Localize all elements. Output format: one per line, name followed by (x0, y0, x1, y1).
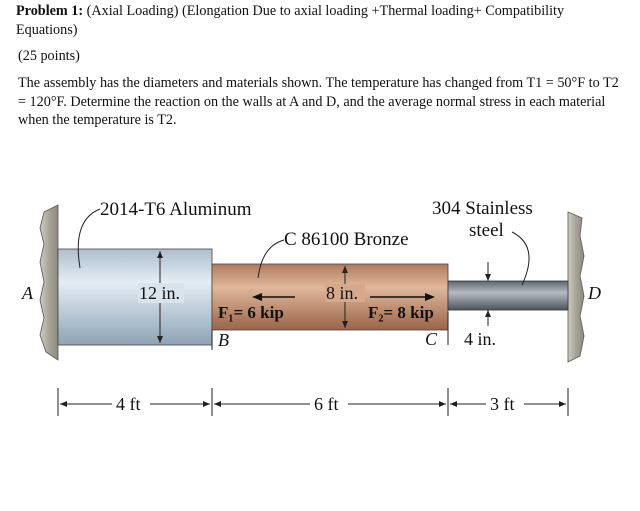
length-ab-label: 4 ft (116, 394, 141, 414)
steel-leader (512, 232, 529, 285)
wall-right (568, 212, 584, 362)
aluminum-label: 2014-T6 Aluminum (100, 199, 252, 220)
st-diameter-arrow-bottom (485, 310, 491, 317)
problem-label: Problem 1: (16, 3, 84, 19)
steel-label-line1: 304 Stainless (432, 198, 533, 219)
problem-topic: (Axial Loading) (Elongation Due to axial loading +Thermal loading+ Compatibility Equations) (16, 3, 565, 38)
length-cd-label: 3 ft (490, 394, 515, 414)
f2-label: F₂= 8 kip (368, 303, 434, 322)
bronze-label: C 86100 Bronze (284, 229, 409, 250)
point-d-label: D (588, 283, 601, 303)
problem-statement: The assembly has the diameters and materials shown. The temperature has changed from T1 = 50°F to T2 = 120°F. Determine the reaction on the walls at A and D, and the average normal stress in each material when the temperature is T2. (18, 75, 619, 128)
br-diameter-label: 8 in. (326, 283, 359, 303)
problem-points: (25 points) (18, 48, 80, 64)
st-diameter-label: 4 in. (464, 329, 497, 349)
f1-label: F₁= 6 kip (218, 303, 284, 322)
aluminum-segment (58, 249, 212, 345)
point-b-label: B (218, 330, 229, 350)
wall-left (40, 205, 58, 360)
steel-label-line2: steel (469, 220, 504, 241)
st-diameter-arrow-top (485, 274, 491, 281)
al-diameter-label: 12 in. (139, 283, 181, 303)
length-bc-label: 6 ft (314, 394, 339, 414)
point-a-label: A (22, 283, 33, 303)
steel-segment (448, 281, 568, 310)
point-c-label: C (425, 329, 438, 349)
